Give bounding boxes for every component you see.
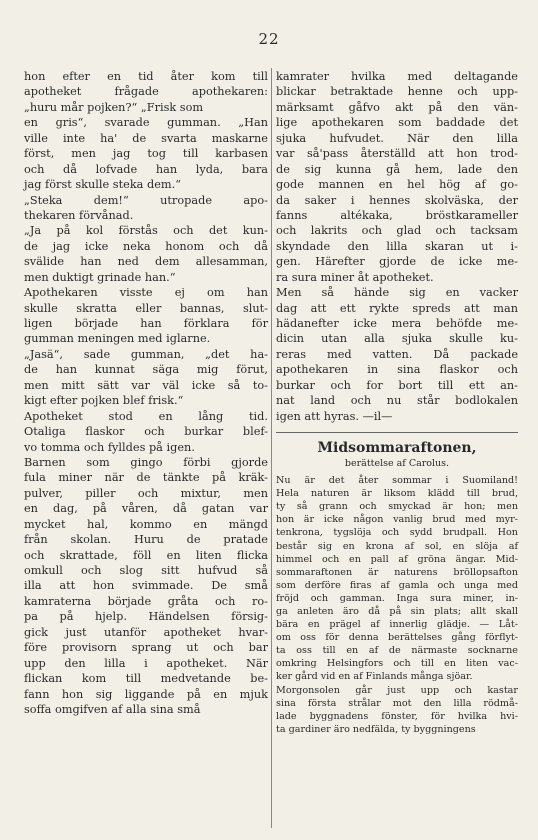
text-line: Otaliga flaskor och burkar blef- [24,425,268,439]
text-line: ty så grann och smyckad är hon; men [276,501,518,513]
text-line: „Ja på kol förstås och det kun- [24,224,268,238]
text-line: men duktigt grinade han.“ [24,270,176,284]
text-line: gen. Härefter gjorde de icke me- [276,255,518,269]
text-line: „Steka dem!“ utropade apo- [24,193,268,207]
text-line: tenkrona, tygslöja och sydd brudpall. Hon [276,527,518,539]
text-line: Apotheket stod en lång tid. [24,409,268,423]
text-line: vo tomma och fylldes på igen. [24,440,195,454]
text-line: Barnen som gingo förbi gjorde [24,455,268,469]
text-line: soffa omgifven af alla sina små [24,702,201,716]
right-column [276,69,518,736]
text-line: kamrater hvilka med deltagande [276,70,518,83]
text-line: och skrattade, föll en liten flicka [24,548,268,562]
section-rule [276,432,518,433]
text-line: omkull och slog sitt hufvud så [24,564,268,577]
text-line: blickar betraktade henne och upp- [276,85,518,99]
text-line: jag först skulle steka dem.“ [24,178,181,192]
text-line: består sig en krona af sol, en slöja af [276,540,518,552]
text-line: skulle skratta eller bannas, slut- [24,301,268,315]
text-line: upp den lilla i apotheket. När [24,656,268,670]
text-line: flickan kom till medvetande be- [24,672,268,686]
text-line: reras med vatten. Då packade [276,347,518,361]
text-line: nat land och nu står bodlokalen [276,394,518,408]
text-line: som derföre firas af gamla och unga med [276,579,518,591]
text-line: skyndade den lilla skaran ut i- [276,239,518,253]
text-line: ville inte ha' de svarta maskarne [24,131,268,145]
text-line: dicin utan alla sjuka skulle ku- [276,332,518,346]
text-line: Apothekaren visste ej om han [24,286,268,300]
text-line: Nu är det åter sommar i Suomiland! [276,475,518,487]
column-divider [271,68,272,828]
text-line: pa på hjelp. Händelsen försig- [24,610,268,624]
text-line: före provisorn sprang ut och bar [24,641,268,655]
text-line: gick just utanför apotheket hvar- [24,625,268,639]
text-line: svälide han ned dem allesamman, [24,255,268,269]
text-line: de jag icke neka honom och då [24,239,268,253]
text-line: ligen började han förklara för [24,317,268,330]
text-line: från skolan. Huru de pratade [24,533,268,547]
text-line: Hela naturen är liksom klädd till brud, [276,488,518,500]
text-line: de sig kunna gå hem, lade den [276,162,518,176]
text-line: var så'pass återställd att hon trod- [276,147,518,161]
text-line: „Jasä“, sade gumman, „det ha- [24,347,268,361]
text-line: sjuka hufvudet. När den lilla [276,131,518,145]
text-line: märksamt gåfvo akt på den vän- [276,100,518,114]
text-line: burkar och for bort till ett an- [276,378,518,392]
text-line: apotheket frågade apothekaren: [24,85,268,99]
story-subheading: berättelse af Carolus. [344,458,450,470]
text-line: igen att hyras. —il— [276,409,393,423]
text-line: ta gardiner äro nedfälda, ty byggningens [276,723,476,735]
text-line: „huru mår pojken?“ „Frisk som [24,100,204,114]
text-line: kigt efter pojken blef frisk.“ [24,394,184,408]
text-line: sina första strålar mot den lilla rödmå- [276,697,518,709]
text-line: fröjd och gamman. Inga sura miner, in- [276,592,518,604]
text-line: ker gård vid en af Finlands många sjöar. [276,671,473,683]
story-body [276,474,518,736]
text-line: fann hon sig liggande på en mjuk [24,687,268,701]
text-line: en dag, på våren, då gatan var [24,502,268,516]
text-line: först, men jag tog till karbasen [24,147,268,161]
text-line: mycket hal, kommo en mängd [24,517,268,531]
text-line: ra sura miner åt apotheket. [276,270,434,284]
text-line: fanns altékaka, bröstkarameller [276,208,518,222]
text-line: thekaren förvånad. [24,208,134,222]
text-line: de han kunnat säga mig förut, [24,363,268,377]
text-line: Morgonsolen går just upp och kastar [276,684,518,696]
text-line: lade byggnadens fönster, för hvilka hvi- [276,710,518,722]
text-line: och lakrits och glad och tacksam [276,224,518,238]
text-line: pulver, piller och mixtur, men [24,486,268,500]
text-line: da saker i hennes skolväska, der [276,193,518,207]
text-line: sommaraftonen är naturens bröllopsafton [276,566,518,578]
text-line: men mitt sätt var väl icke så to- [24,378,268,392]
text-line: dag att ett rykte spreds att man [276,301,518,315]
text-line: himmel och en pall af gröna ängar. Mid- [276,553,518,565]
page-number: 22 [258,30,280,48]
left-column [24,69,268,717]
text-line: om oss för denna berättelses gång förflyt- [276,632,518,644]
text-line: apothekaren in sina flaskor och [276,363,518,377]
text-line: ga anleten äro då på sin plats; allt skall [276,606,518,617]
text-line: gode mannen en hel hög af go- [276,178,518,192]
text-line: hädanefter icke mera behöfde me- [276,317,518,330]
text-line: omkring Helsingfors och till en liten vac- [276,658,518,670]
text-line: fula miner när de tänkte på kräk- [24,471,268,485]
story-continuation [276,69,518,424]
text-line: Men så hände sig en vacker [276,286,518,300]
text-line: hon efter en tid åter kom till [24,70,268,83]
text-line: lige apothekaren som baddade det [276,116,518,130]
story-heading: Midsommaraftonen, [317,440,477,457]
text-line: och då lofvade han lyda, bara [24,162,268,176]
text-line: hon är icke någon vanlig brud med myr- [276,514,518,526]
text-line: en gris“, svarade gumman. „Han [24,116,268,130]
text-line: bära en prägel af innerlig glädje. — Låt- [276,619,518,631]
text-line: ta oss till en af de närmaste socknarne [276,645,518,657]
text-line: kamraterna började gråta och ro- [24,594,268,608]
text-line: illa att hon svimmade. De små [24,579,268,593]
text-line: gumman meningen med iglarne. [24,332,211,346]
